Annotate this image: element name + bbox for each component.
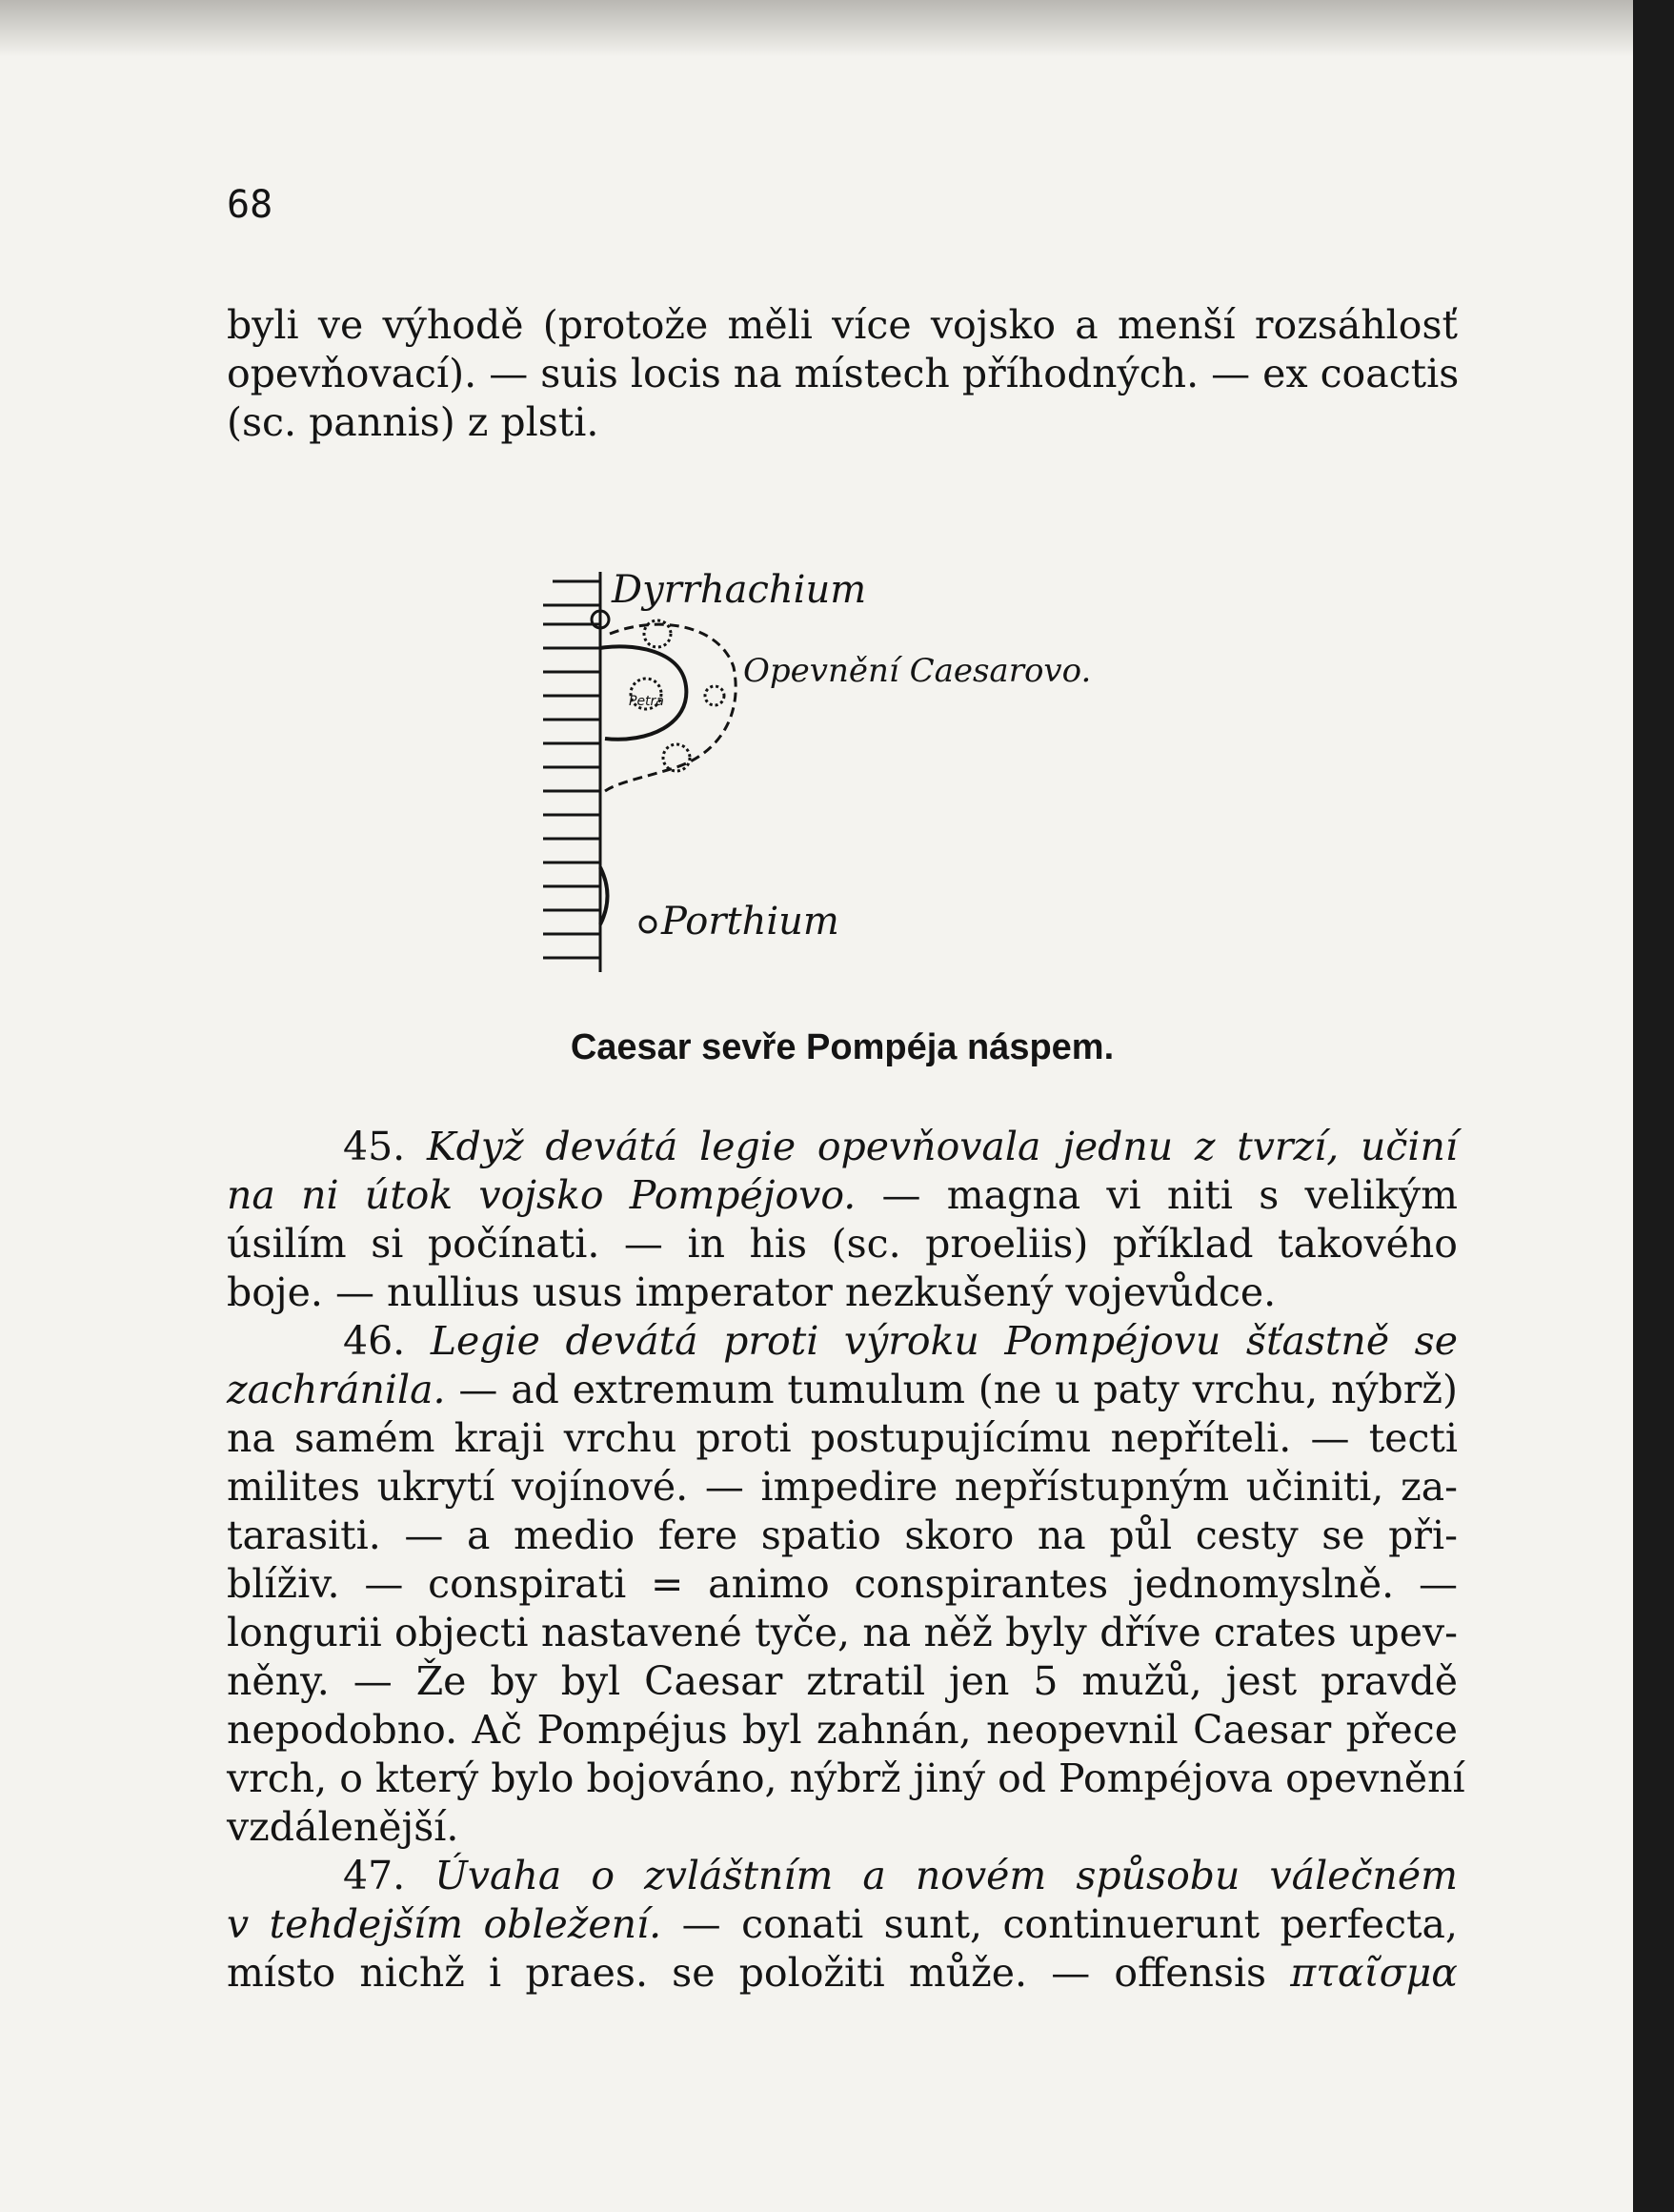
section-number: 46. [343, 1318, 406, 1364]
text-line: (sc. pannis) z plsti. [227, 399, 599, 445]
section-heading: Úvaha o zvláštním a novém spůsobu válečném [434, 1853, 1458, 1898]
text-line [227, 1171, 1458, 1220]
map-label-opevneni: Opevnění Caesarovo. [743, 652, 1092, 690]
text-line: nepodobno. Ač Pompéjus byl zahnán, neopevnil Caesar přece [227, 1707, 1458, 1753]
text-line: úsilím si počínati. — in his (sc. proeliis) příklad takového [227, 1221, 1458, 1267]
section-heading: na ni útok vojsko Pompéjovo. [227, 1172, 857, 1218]
text-line: byli ve výhodě (protože měli více vojsko a menší rozsáhlosť [227, 302, 1458, 348]
map-label-petra: Petra [629, 694, 664, 709]
text-line [227, 1900, 1458, 1949]
text-line: opevňovací). — suis locis na místech příhodných. — ex coactis [227, 351, 1460, 396]
map-label-dyrrhachium: Dyrrhachium [612, 568, 867, 612]
text-fragment: místo nichž i praes. se položiti může. — offensis [227, 1950, 1291, 1996]
page-number: 68 [227, 183, 273, 227]
text-line: boje. — nullius usus imperator nezkušený vojevůdce. [227, 1269, 1277, 1315]
commentary-body [227, 1123, 1465, 1998]
section-heading: zachránila. [227, 1367, 446, 1412]
section-heading: Legie devátá proti výroku Pompéjovu šťastně se [430, 1318, 1458, 1364]
text-fragment: — magna vi niti s velikým [856, 1172, 1458, 1218]
section-number: 45. [343, 1124, 406, 1169]
text-line [227, 1852, 1458, 1900]
map-caption: Caesar sevře Pompéja náspem. [570, 1027, 1115, 1067]
text-line [227, 1317, 1458, 1366]
map-label-porthium: Porthium [661, 900, 839, 944]
intro-paragraph [227, 301, 1458, 447]
text-line: milites ukrytí vojínové. — impedire nepřístupným učiniti, za- [227, 1464, 1458, 1510]
greek-word: πταῖσμα [1290, 1950, 1458, 1996]
text-line [227, 1123, 1458, 1171]
text-line [227, 1366, 1458, 1414]
text-line: tarasiti. — a medio fere spatio skoro na půl cesty se při- [227, 1512, 1458, 1558]
text-line: něny. — Že by byl Caesar ztratil jen 5 mužů, jest pravdě [227, 1658, 1458, 1704]
text-fragment: — conati sunt, continuerunt perfecta, [661, 1901, 1458, 1947]
text-line: na samém kraji vrchu proti postupujícímu nepříteli. — tecti [227, 1415, 1458, 1461]
text-line: blíživ. — conspirati = animo conspirantes jednomyslně. — [227, 1561, 1458, 1607]
text-fragment: — ad extremum tumulum (ne u paty vrchu, nýbrž) [445, 1367, 1458, 1412]
text-line: longurii objecti nastavené tyče, na něž byly dříve crates upev- [227, 1610, 1458, 1655]
section-number: 47. [343, 1853, 406, 1898]
section-heading: Když devátá legie opevňovala jednu z tvrzí, učiní [426, 1124, 1458, 1169]
siege-map-illustration [514, 553, 1143, 991]
text-line: vzdálenější. [227, 1804, 459, 1850]
section-heading: v tehdejším obležení. [227, 1901, 662, 1947]
text-line [227, 1949, 1458, 1998]
text-line: vrch, o který bylo bojováno, nýbrž jiný od Pompéjova opevnění [227, 1755, 1465, 1801]
